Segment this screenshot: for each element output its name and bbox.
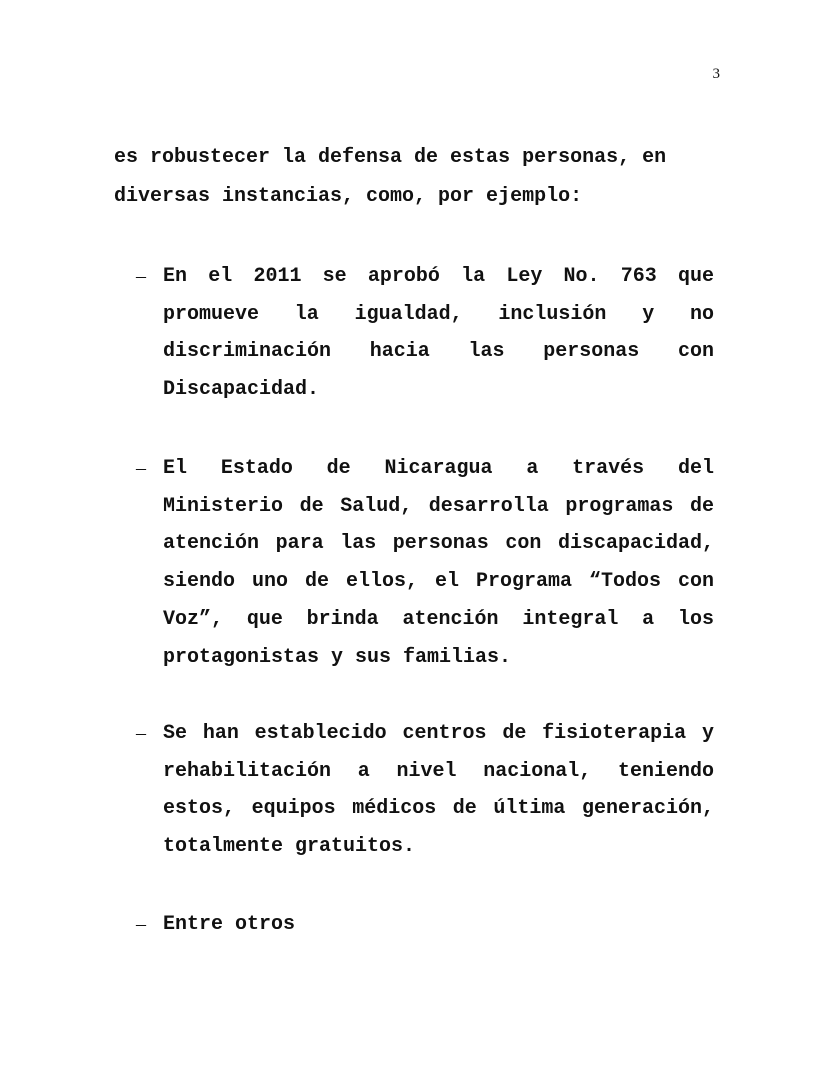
bullet-text: Se han establecido centros de fisioterapia y rehabilitación a nivel nacional, teniendo estos, equipos médicos de última generación, totalmente gratuitos. [163, 722, 714, 859]
bullet-text: En el 2011 se aprobó la Ley No. 763 que promueve la igualdad, inclusión y no discriminación hacia las personas con Discapacidad. [163, 265, 714, 402]
page-number: 3 [712, 66, 720, 82]
bullet-text: El Estado de Nicaragua a través del Ministerio de Salud, desarrolla programas de atención para las personas con discapacidad, siendo uno de ellos, el Programa “Todos con Voz”, que brinda atención integral a los protagonistas y sus familias. [163, 457, 714, 669]
bullet-dash: – [136, 457, 146, 479]
bullet-dash: – [136, 722, 146, 744]
intro-paragraph: es robustecer la defensa de estas personas, en diversas instancias, como, por ejemplo: [114, 146, 667, 208]
bullet-dash: – [136, 265, 146, 287]
bullet-text: Entre otros [163, 913, 296, 936]
bullet-dash: – [136, 913, 146, 935]
